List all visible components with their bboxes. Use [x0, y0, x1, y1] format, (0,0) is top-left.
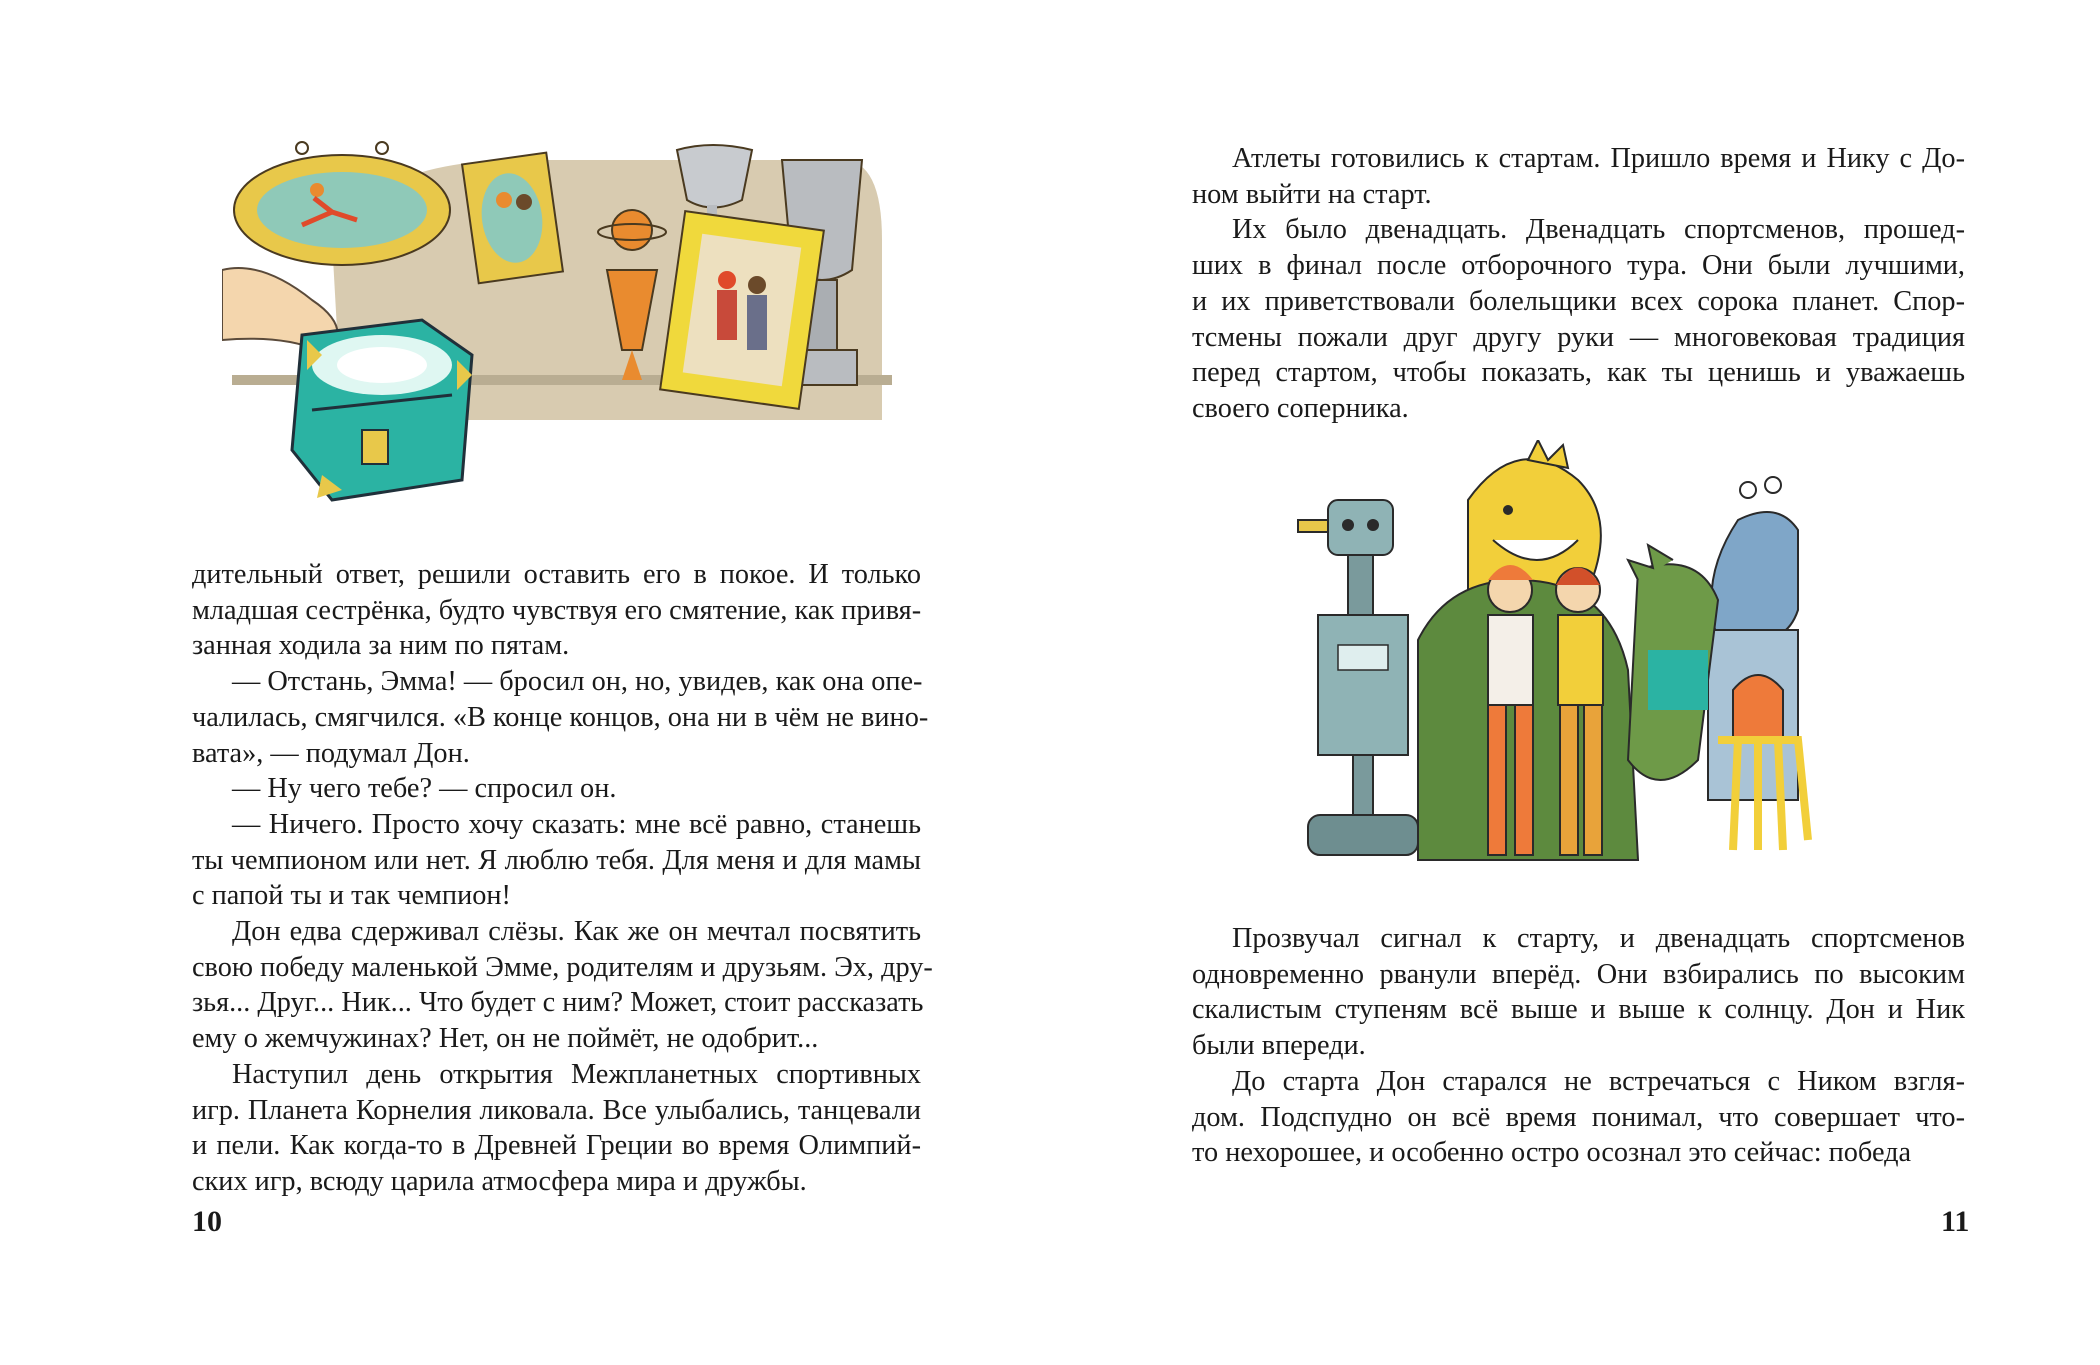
paragraph [192, 664, 929, 771]
athletes-group-icon [1278, 440, 1823, 900]
text-line: занная ходила за ним по пятам. [192, 630, 570, 662]
athletes-group-illustration [1278, 440, 1823, 900]
text-line: одновременно рванули вперёд. Они взбирались по высоким [1192, 958, 1965, 990]
right-text-bottom [1192, 921, 1965, 1171]
text-line: зья... Друг... Ник... Что будет с ним? Может, стоит рассказать [192, 987, 924, 1019]
text-line: — Отстань, Эмма! — бросил он, но, увидев, как она опе- [232, 666, 923, 698]
trophy-shelf-icon [222, 120, 922, 530]
right-page [1050, 0, 2100, 1365]
text-line: ему о жемчужинах? Нет, он не поймёт, не одобрит... [192, 1023, 819, 1055]
text-line: и пели. Как когда-то в Древней Греции во время Олимпий- [192, 1130, 921, 1162]
text-line: перед стартом, чтобы показать, как ты ценишь и уважаешь [1192, 357, 1965, 389]
text-line: ских игр, всюду царила атмосфера мира и дружбы. [192, 1165, 807, 1197]
text-line: Их было двенадцать. Двенадцать спортсменов, прошед- [1232, 214, 1965, 246]
text-line: дом. Подспудно он всё время понимал, что совершает что- [1192, 1101, 1965, 1133]
left-text [192, 557, 933, 1200]
text-line: вата», — подумал Дон. [192, 737, 470, 769]
text-line: и их приветствовали болельщики всех сорока планет. Спор- [1192, 285, 1965, 317]
text-line: — Ну чего тебе? — спросил он. [232, 773, 617, 805]
paragraph [1192, 921, 1965, 1064]
page-number-right: 11 [1941, 1205, 1970, 1238]
text-line: ших в финал после отборочного тура. Они были лучшими, [1192, 250, 1965, 282]
text-line: дительный ответ, решили оставить его в покое. И только [192, 559, 921, 590]
paragraph [1192, 212, 1965, 426]
text-line: игр. Планета Корнелия ликовала. Все улыбались, танцевали [192, 1094, 921, 1126]
right-text-top [1192, 141, 1965, 427]
text-line: с папой ты и так чемпион! [192, 880, 511, 912]
text-line: чалилась, смягчился. «В конце концов, она ни в чём не вино- [192, 701, 929, 733]
text-line: скалистым ступеням всё выше и выше к солнцу. Дон и Ник [1192, 994, 1965, 1026]
paragraph [192, 557, 921, 664]
text-line: тсмены пожали друг другу руки — многовековая традиция [1192, 321, 1965, 353]
paragraph [1192, 1064, 1965, 1171]
text-line: Атлеты готовились к стартам. Пришло время и Нику с До- [1232, 143, 1965, 174]
text-line: ном выйти на старт. [1192, 178, 1432, 210]
trophy-shelf-illustration [222, 120, 922, 530]
text-line: младшая сестрёнка, будто чувствуя его смятение, как привя- [192, 594, 922, 626]
text-line: ты чемпионом или нет. Я люблю тебя. Для меня и для мамы [192, 844, 921, 876]
text-line: своего соперника. [1192, 392, 1409, 424]
text-line: свою победу маленькой Эмме, родителям и друзьям. Эх, дру- [192, 951, 933, 983]
paragraph [1192, 141, 1965, 212]
text-line: Наступил день открытия Межпланетных спортивных [232, 1058, 921, 1090]
text-line: были впереди. [1192, 1030, 1366, 1062]
page-number-left: 10 [192, 1205, 222, 1238]
paragraph [192, 771, 921, 807]
paragraph [192, 914, 933, 1057]
text-line: Прозвучал сигнал к старту, и двенадцать спортсменов [1232, 923, 1965, 954]
text-line: Дон едва сдерживал слёзы. Как же он мечтал посвятить [232, 916, 921, 948]
text-line: До старта Дон старался не встречаться с Ником взгля- [1232, 1065, 1965, 1097]
text-line: — Ничего. Просто хочу сказать: мне всё равно, станешь [232, 808, 921, 840]
text-line: то нехорошее, и особенно остро осознал это сейчас: победа [1192, 1137, 1912, 1169]
paragraph [192, 807, 921, 914]
paragraph [192, 1057, 921, 1200]
